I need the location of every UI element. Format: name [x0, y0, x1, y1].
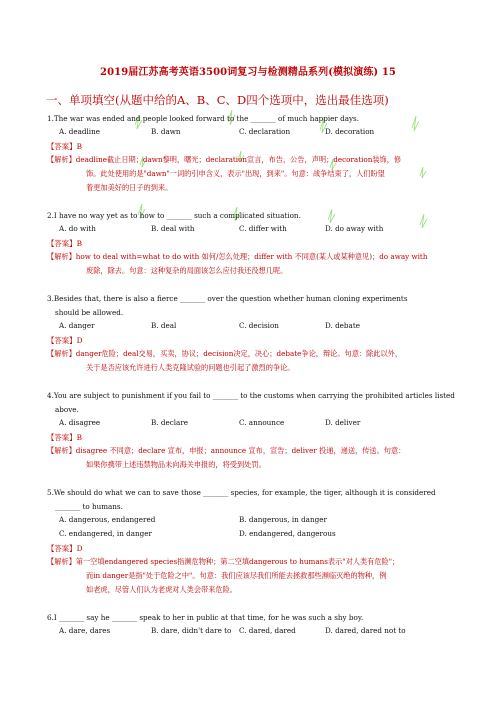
option-c: C. announce — [239, 418, 285, 427]
option-c: C. endangered, in danger — [59, 529, 152, 538]
question-2-stem: 2.I have no way yet as to how to _______ such a complicated situation. — [47, 211, 301, 220]
option-a: A. dangerous, endangered — [59, 515, 156, 524]
option-a: A. deadline — [59, 127, 100, 136]
question-5-explanation-line-3: 如老虎，尽管人们认为老虎对人类会带来危险。 — [86, 585, 237, 594]
option-c: C. dared, dared — [239, 626, 296, 635]
option-a: A. dare, dares — [59, 626, 111, 635]
section-heading: 一、单项填空(从题中给的A、B、C、D四个选项中，选出最佳选项) — [46, 93, 389, 107]
question-2-answer: 【答案】B — [47, 239, 82, 248]
question-1-explanation-line-3: 着更加美好的日子的到来。 — [86, 183, 173, 192]
option-d: D. do away with — [325, 224, 384, 233]
question-5-stem-line-1: 5.We should do what we can to save those _______ species, for example, the tiger, although it is considered — [47, 488, 436, 497]
question-4-explanation-line-2: 如果你携带上述违禁物品未向海关申报的，将受到处罚。 — [86, 460, 266, 469]
question-2-explanation-line-2: 废除，除去。句意：这种复杂的局面该怎么应付我还没想几呢。 — [86, 266, 288, 275]
option-a: A. do with — [59, 224, 96, 233]
option-c: C. differ with — [239, 224, 287, 233]
option-b: B. dare, didn't dare to — [151, 626, 232, 635]
question-5-explanation-line-1: 【解析】第一空填endangered species指濒危物种；第二空填dangerous to humans表示"对人类有危险"； — [47, 557, 400, 566]
option-c: C. decision — [239, 321, 279, 330]
question-1-answer: 【答案】B — [47, 142, 82, 151]
question-3-stem-line-1: 3.Besides that, there is also a fierce _______ over the question whether human cloning experiments — [47, 294, 408, 303]
option-d: D. decoration — [325, 127, 375, 136]
question-1-explanation-line-1: 【解析】deadline截止日期；dawn黎明，曙光；declaration宣言，布告，公告，声明；decoration装饰，修 — [47, 155, 402, 164]
option-b: B. dawn — [151, 127, 181, 136]
question-5-answer: 【答案】D — [47, 544, 83, 553]
question-3-explanation-line-2: 关于是否应该允许进行人类克隆试验的问题也引起了激烈的争论。 — [86, 363, 295, 372]
question-4-answer: 【答案】B — [47, 433, 82, 442]
question-4-stem-line-2: above. — [55, 405, 79, 414]
option-b: B. declare — [151, 418, 189, 427]
question-3-explanation-line-1: 【解析】danger危险；deal交易，买卖，协议；decision决定，决心；debate争论，辩论。句意：除此以外， — [47, 349, 403, 358]
question-1-explanation-line-2: 饰。此处使用的是"dawn"一词的引申含义，表示"出现，到来"。句意：战争结束了，人们盼望 — [86, 169, 385, 178]
option-d: D. endangered, dangerous — [239, 529, 336, 538]
option-d: D. debate — [325, 321, 360, 330]
option-d: D. deliver — [325, 418, 361, 427]
option-a: A. disagree — [59, 418, 101, 427]
question-1-stem: 1.The war was ended and people looked forward to the _______ of much happier days. — [47, 114, 360, 123]
question-5-stem-line-2: _______ to humans. — [55, 502, 123, 511]
option-b: B. dangerous, in danger — [239, 515, 327, 524]
option-d: D. dared, dared not to — [325, 626, 406, 635]
question-5-explanation-line-2: 而in danger是指"处于危险之中"。句意：我们应该尽我们所能去拯救那些濒临灭绝的物种，例 — [86, 571, 387, 580]
question-3-stem-line-2: should be allowed. — [55, 308, 124, 317]
question-3-answer: 【答案】D — [47, 336, 83, 345]
question-4-stem-line-1: 4.You are subject to punishment if you fail to _______ to the customs when carrying the prohibited articles listed — [47, 391, 455, 400]
document-title: 2019届江苏高考英语3500词复习与检测精品系列(模拟演练) 15 — [100, 67, 396, 78]
option-b: B. deal with — [151, 224, 195, 233]
question-6-stem: 6.I _______ say he _______ speak to her in public at that time, for he was such a shy boy. — [47, 613, 364, 622]
option-a: A. danger — [59, 321, 95, 330]
question-2-explanation-line-1: 【解析】how to deal with=what to do with 如何/怎么处理；differ with 不同意(某人或某种意见)；do away with — [47, 252, 428, 261]
question-4-explanation-line-1: 【解析】disagree 不同意；declare 宣布，申报；announce 宣布，宣告；deliver 投递，递送，传送。句意： — [47, 446, 406, 455]
option-b: B. deal — [151, 321, 177, 330]
option-c: C. declaration — [239, 127, 291, 136]
